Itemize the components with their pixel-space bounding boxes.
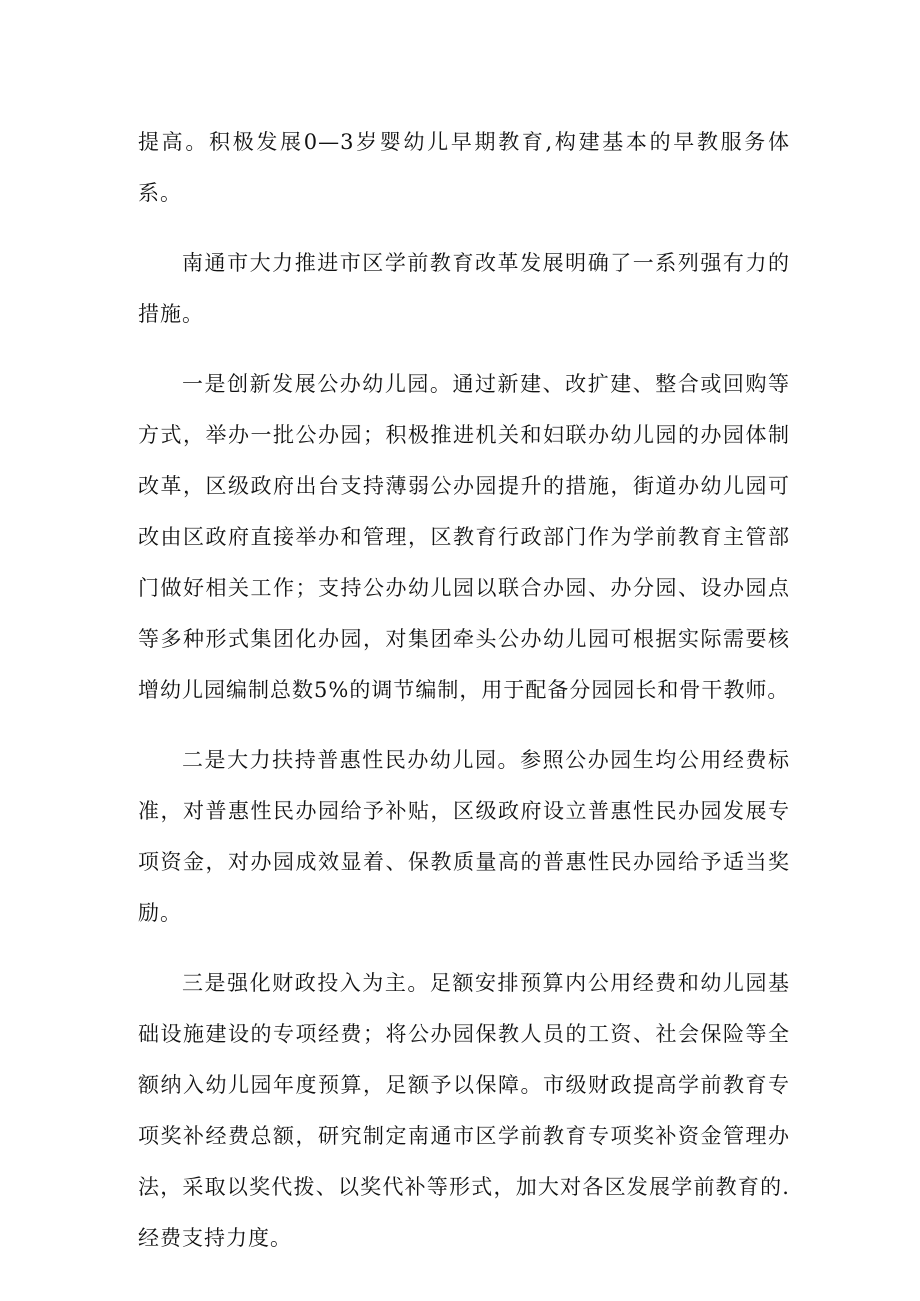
document-body <box>138 117 790 1283</box>
paragraph-public-kindergartens: 一是创新发展公办幼儿园。通过新建、改扩建、整合或回购等方式，举办一批公办园；积极推进机关和妇联办幼儿园的办园体制改革，区级政府出台支持薄弱公办园提升的措施，街道办幼儿园可改由区政府直接举办和管理，区教育行政部门作为学前教育主管部门做好相关工作；支持公办幼儿园以联合办园、办分园、设办园点等多种形式集团化办园，对集团牵头公办幼儿园可根据实际需要核增幼儿园编制总数5%的调节编制，用于配备分园园长和骨干教师。 <box>138 372 790 702</box>
paragraph-continuation: 提高。积极发展0—3岁婴幼儿早期教育,构建基本的早教服务体系。 <box>138 130 790 205</box>
paragraph-private-kindergartens: 二是大力扶持普惠性民办幼儿园。参照公办园生均公用经费标准，对普惠性民办园给予补贴，区级政府设立普惠性民办园发展专项资金，对办园成效显着、保教质量高的普惠性民办园给予适当奖励。 <box>138 748 790 925</box>
paragraph-intro: 南通市大力推进市区学前教育改革发展明确了一系列强有力的措施。 <box>138 251 790 326</box>
paragraph-financial-investment: 三是强化财政投入为主。足额安排预算内公用经费和幼儿园基础设施建设的专项经费；将公办园保教人员的工资、社会保险等全额纳入幼儿园年度预算，足额予以保障。市级财政提高学前教育专项奖补经费总额，研究制定南通市区学前教育专项奖补资金管理办法，采取以奖代拨、以奖代补等形式，加大对各区发展学前教育的.经费支持力度。 <box>138 971 790 1250</box>
